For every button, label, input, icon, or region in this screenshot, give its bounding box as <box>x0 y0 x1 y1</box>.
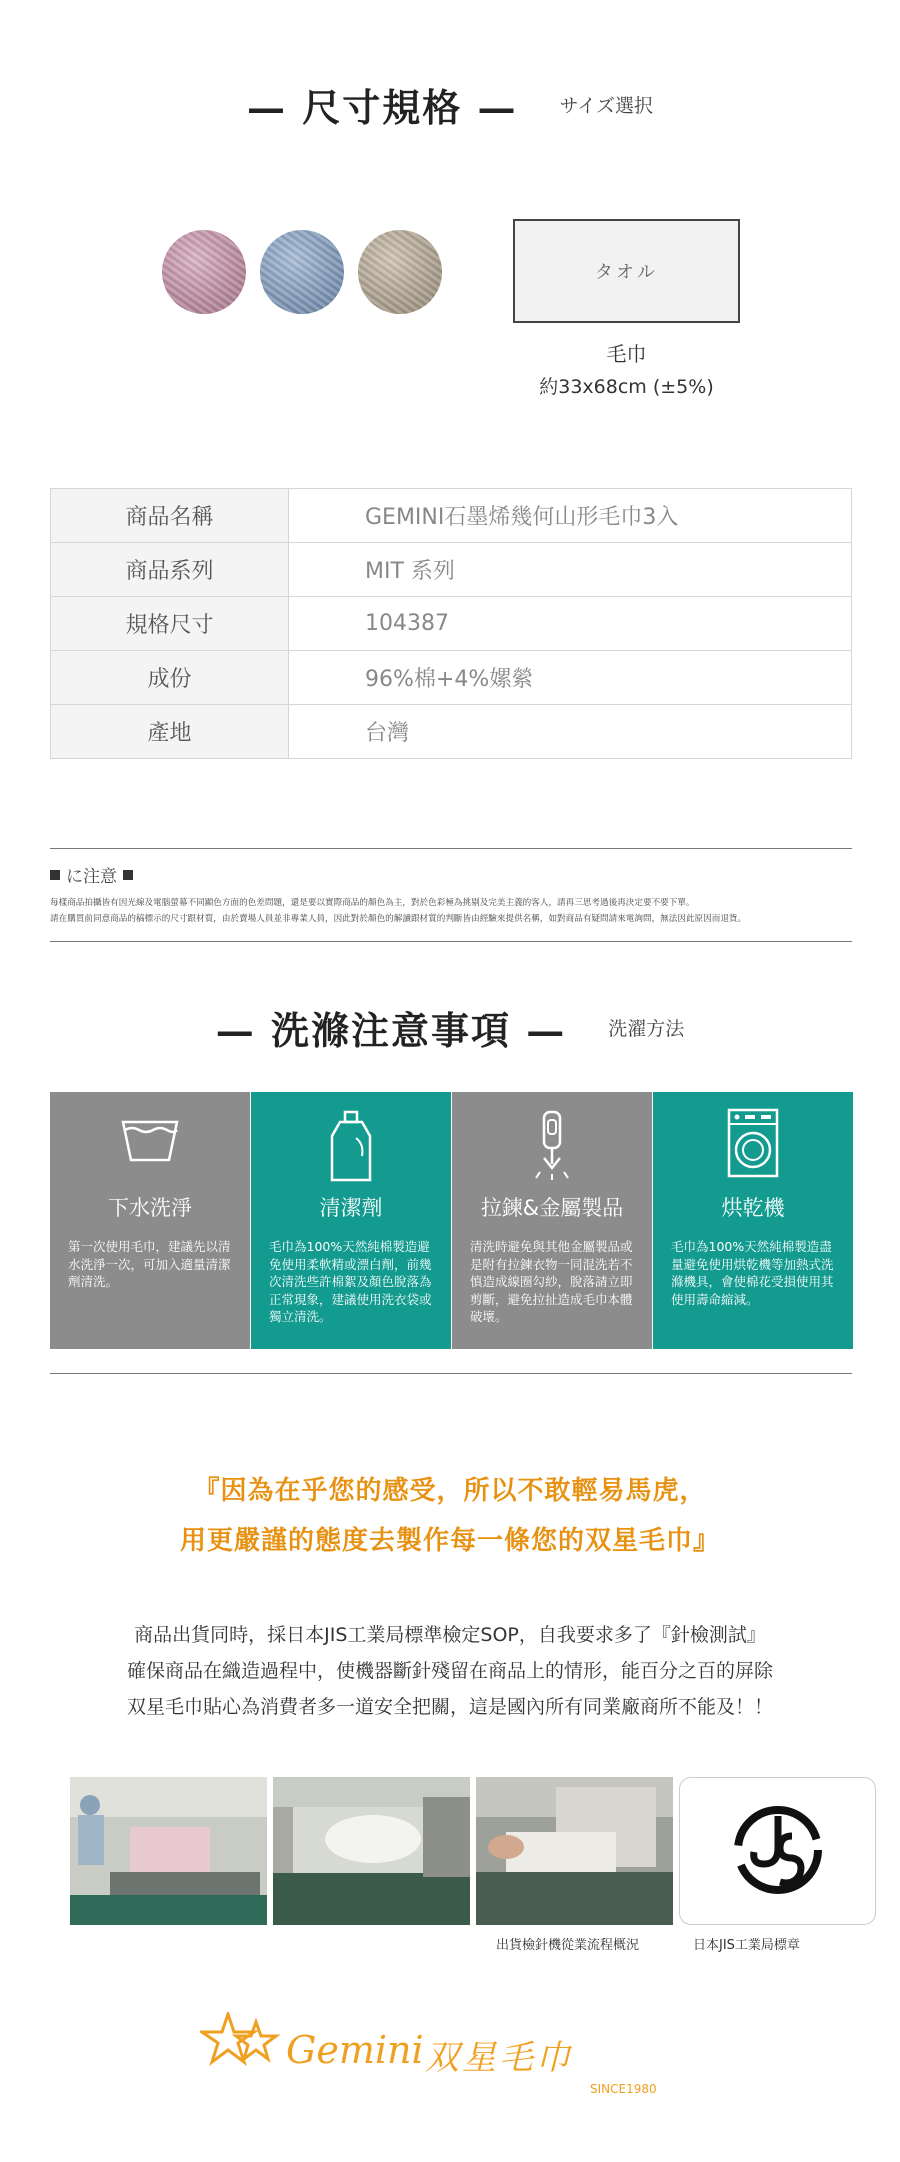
spec-key: 規格尺寸 <box>51 597 289 651</box>
divider <box>50 1373 852 1374</box>
spec-key: 成份 <box>51 651 289 705</box>
notice-title <box>50 862 133 887</box>
spec-key: 商品系列 <box>51 543 289 597</box>
notice-line-2: 請在購買前同意商品的稿標示的尺寸跟材質，由於賣場人員並非專業人員，因此對於顏色的解讀跟材質的判斷皆由經驗來提供名稱，如對商品有疑問請來電詢問，無法因此原因而退貨。 <box>50 914 747 924</box>
spec-key: 產地 <box>51 705 289 759</box>
care-desc: 毛巾為100%天然純棉製造避免使用柔軟精或漂白劑，前幾次清洗些許棉絮及顏色脫落為正常現象，建議使用洗衣袋或獨立清洗。 <box>269 1239 432 1324</box>
swatch-blue[interactable] <box>260 230 344 314</box>
process-caption: 出貨檢針機從業流程概況 <box>496 1938 640 1953</box>
paragraph-line-1: 商品出貨同時，採日本JIS工業局標準檢定SOP，自我要求多了『針檢測試』 <box>134 1624 766 1646</box>
paragraph-line-2: 確保商品在織造過程中，使機器斷針殘留在商品上的情形，能百分之百的屏除 <box>126 1660 773 1682</box>
factory-photo-3 <box>476 1777 673 1925</box>
care-title: 拉鍊&金屬製品 <box>480 1196 624 1220</box>
care-title: 清潔劑 <box>319 1196 383 1220</box>
swatch-beige[interactable] <box>358 230 442 314</box>
notice-title-text: に注意 <box>66 867 117 887</box>
jis-mark-icon <box>680 1778 876 1925</box>
table-row <box>51 489 852 543</box>
care-panel-detergent <box>251 1092 451 1349</box>
care-panel-wash <box>50 1092 250 1349</box>
care-panel-zipper <box>452 1092 652 1349</box>
divider <box>50 941 852 942</box>
table-row <box>51 651 852 705</box>
care-panel-dryer <box>653 1092 853 1349</box>
care-desc: 第一次使用毛巾，建議先以清水洗淨一次，可加入適量清潔劑清洗。 <box>68 1239 231 1289</box>
dryer-icon <box>653 1106 853 1186</box>
brand-name-cn: 双星毛巾 <box>425 2038 573 2078</box>
spec-value: 96%棉+4%嫘縈 <box>289 651 852 705</box>
quote-line-2: 用更嚴謹的態度去製作每一條您的双星毛巾』 <box>179 1526 720 1556</box>
square-icon <box>123 870 133 880</box>
wash-basin-icon <box>50 1106 250 1186</box>
wash-section-header <box>0 1000 900 1055</box>
quote-line-1: 『因為在乎您的感受，所以不敢輕易馬虎， <box>193 1476 707 1506</box>
care-desc: 毛巾為100%天然純棉製造盡量避免使用烘乾機等加熱式洗滌機具，會使棉花受損使用其使用壽命縮減。 <box>671 1239 834 1307</box>
gemini-star-logo <box>200 2012 286 2076</box>
size-box-label: タオル <box>595 262 658 283</box>
table-row <box>51 543 852 597</box>
size-name: 毛巾 <box>606 342 647 366</box>
wash-section-subtitle: 洗濯方法 <box>608 1018 685 1040</box>
zipper-icon <box>452 1106 652 1186</box>
table-row <box>51 597 852 651</box>
jis-caption: 日本JIS工業局標章 <box>693 1938 800 1953</box>
size-box <box>513 219 740 323</box>
spec-key: 商品名稱 <box>51 489 289 543</box>
care-title: 烘乾機 <box>721 1196 785 1220</box>
size-section-title: — 尺寸規格 — <box>247 85 518 130</box>
divider <box>50 848 852 849</box>
notice-line-1: 每樣商品拍攝皆有因光線及電腦螢幕不同顯色方面的色差問題，還是要以實際商品的顏色為主，對於色彩極為挑剔及完美主義的客人，請再三思考過後再決定要不要下單。 <box>50 898 695 908</box>
factory-photo-1 <box>70 1777 267 1925</box>
table-row <box>51 705 852 759</box>
factory-photo-2 <box>273 1777 470 1925</box>
since-label: SINCE1980 <box>590 2082 657 2096</box>
size-dimensions: 約33x68cm (±5%) <box>539 376 714 398</box>
swatch-pink[interactable] <box>162 230 246 314</box>
detergent-bottle-icon <box>251 1106 451 1186</box>
spec-value: MIT 系列 <box>289 543 852 597</box>
size-section-subtitle: サイズ選択 <box>559 95 653 117</box>
wash-section-title: — 洗滌注意事項 — <box>215 1008 567 1053</box>
spec-value: 台灣 <box>289 705 852 759</box>
size-section-header <box>0 77 900 132</box>
care-desc: 清洗時避免與其他金屬製品或是附有拉鍊衣物一同混洗若不慎造成線圈勾紗，脫落請立即剪斷，避免拉扯造成毛巾本體破壞。 <box>470 1239 633 1324</box>
care-title: 下水洗淨 <box>108 1196 192 1220</box>
spec-table <box>50 488 852 759</box>
brand-name-en: Gemini <box>286 2028 424 2072</box>
spec-value: 104387 <box>289 597 852 651</box>
jis-mark-photo <box>679 1777 876 1925</box>
spec-value: GEMINI石墨烯幾何山形毛巾3入 <box>289 489 852 543</box>
paragraph-line-3: 双星毛巾貼心為消費者多一道安全把關，這是國內所有同業廠商所不能及！！ <box>126 1696 773 1718</box>
square-icon <box>50 870 60 880</box>
